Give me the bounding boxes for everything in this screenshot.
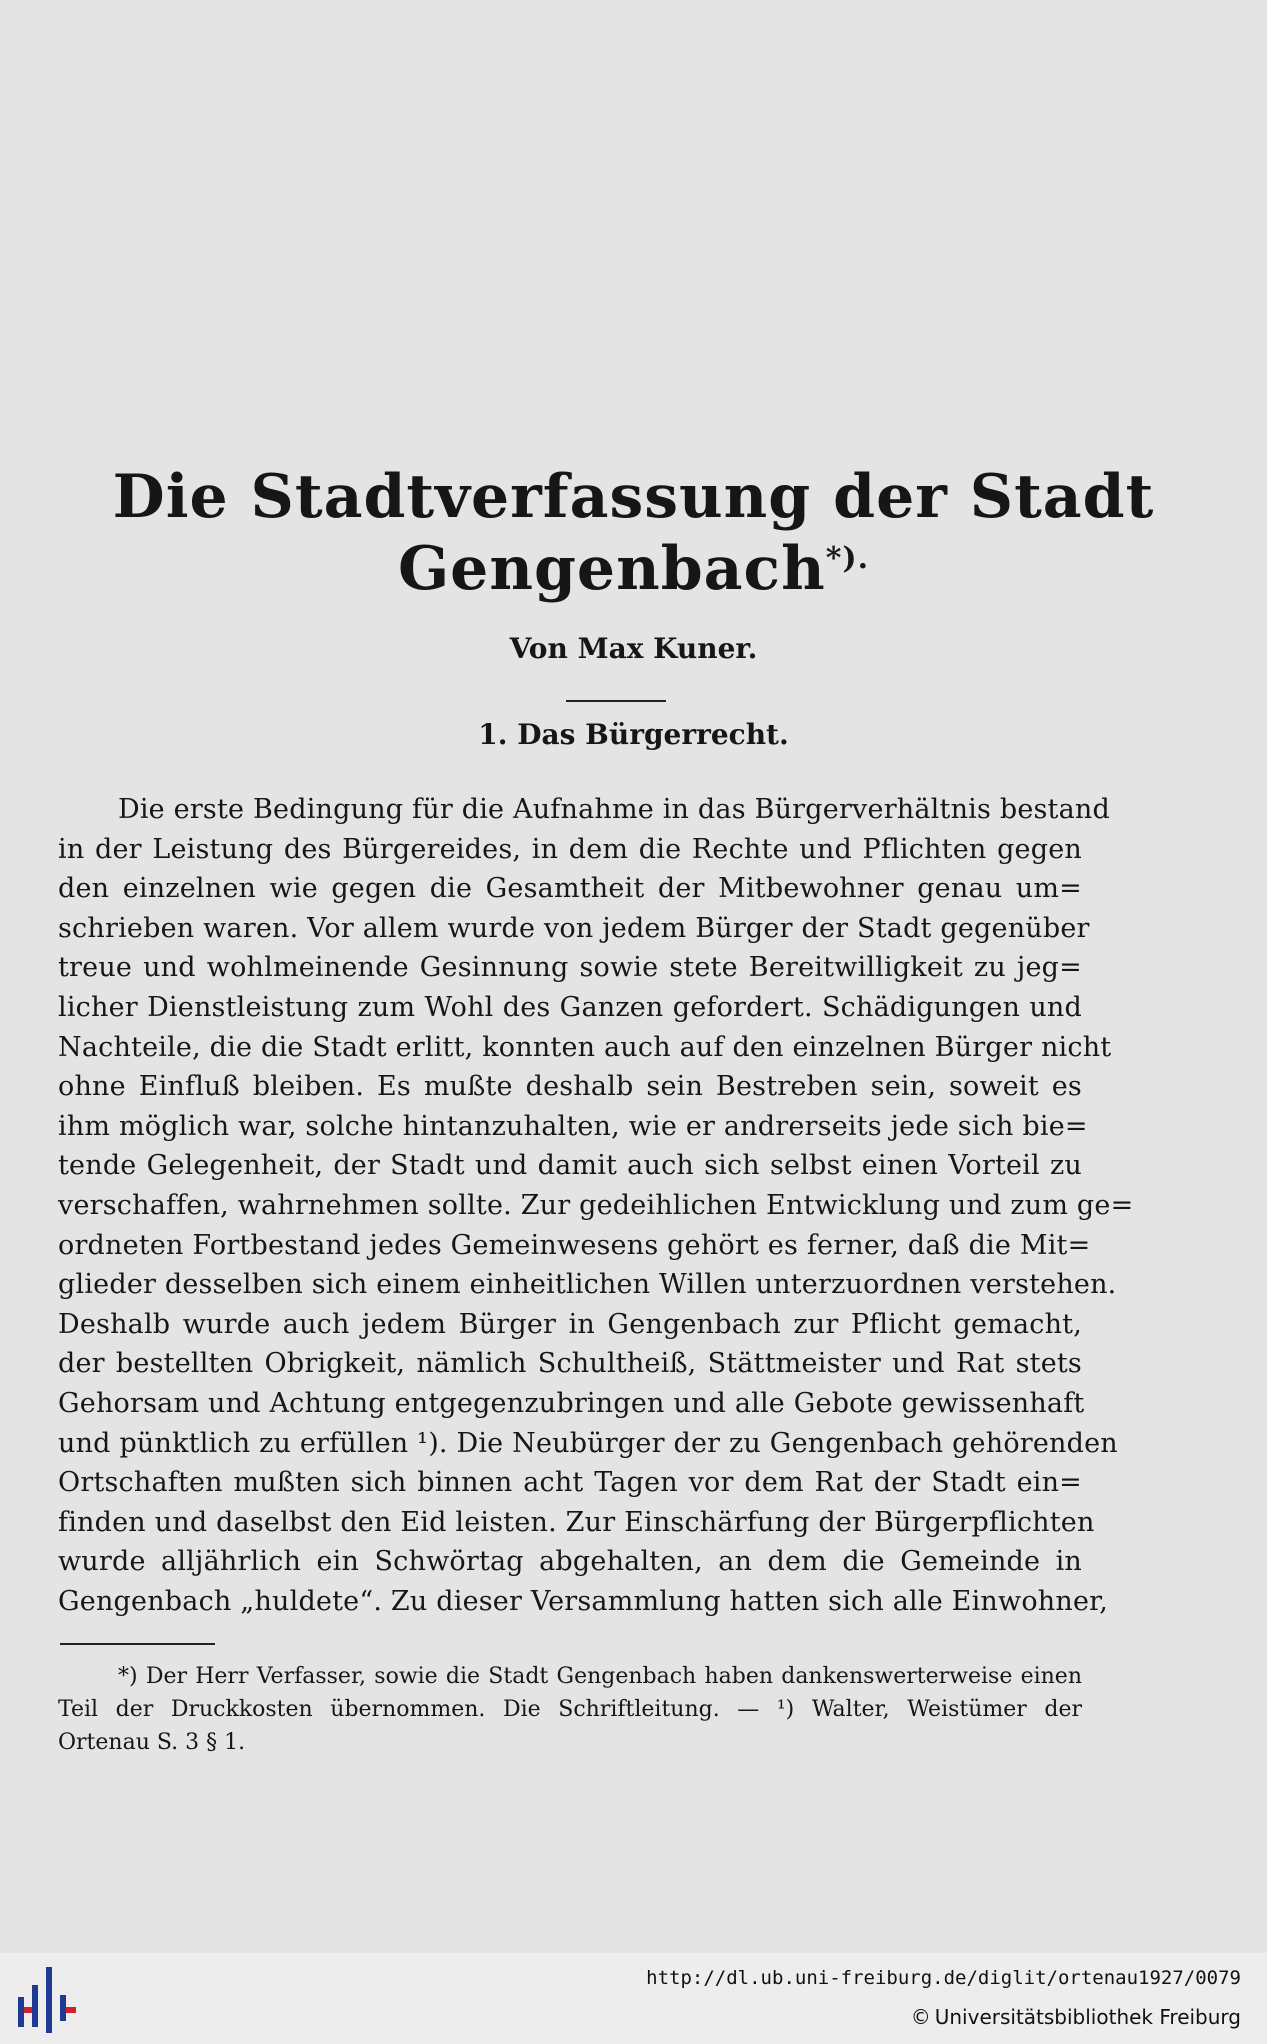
body-line: Die erste Bedingung für die Aufnahme in das Bürgerverhältnis bestand: [118, 794, 1110, 825]
body-line: Ortschaften mußten sich binnen acht Tagen vor dem Rat der Stadt ein=: [58, 1467, 1082, 1499]
footnote-divider: [60, 1643, 215, 1645]
body-line: schrieben waren. Vor allem wurde von jedem Bürger der Stadt gegenüber: [58, 912, 1090, 944]
article-title-line-1: Die Stadtverfassung der Stadt: [112, 462, 1155, 532]
body-line: der bestellten Obrigkeit, nämlich Schultheiß, Stättmeister und Rat stets: [58, 1348, 1082, 1380]
library-footer: [0, 1953, 1267, 2044]
title-footnote-marker: *).: [825, 541, 870, 576]
library-logo-icon: [10, 1959, 80, 2039]
body-line: verschaffen, wahrnehmen sollte. Zur gedeihlichen Entwicklung und zum ge=: [58, 1189, 1134, 1221]
body-line: den einzelnen wie gegen die Gesamtheit der Mitbewohner genau um=: [58, 873, 1082, 905]
body-line: ohne Einfluß bleiben. Es mußte deshalb sein Bestreben sein, soweit es: [58, 1071, 1082, 1103]
footnotes: [58, 1660, 1082, 1759]
body-line: ordneten Fortbestand jedes Gemeinwesens gehört es ferner, daß die Mit=: [58, 1229, 1091, 1261]
body-line: finden und daselbst den Eid leisten. Zur Einschärfung der Bürgerpflichten: [58, 1506, 1095, 1538]
copyright-symbol: ©: [910, 2005, 931, 2029]
copyright-notice: [911, 2005, 1241, 2029]
copyright-holder: Universitätsbibliothek Freiburg: [934, 2005, 1241, 2029]
body-line: wurde alljährlich ein Schwörtag abgehalten, an dem die Gemeinde in: [58, 1546, 1082, 1578]
body-line: licher Dienstleistung zum Wohl des Ganzen gefordert. Schädigungen und: [58, 991, 1082, 1023]
body-line: tende Gelegenheit, der Stadt und damit auch sich selbst einen Vorteil zu: [58, 1150, 1082, 1182]
body-line: ihm möglich war, solche hintanzuhalten, wie er andrerseits jede sich bie=: [58, 1110, 1088, 1142]
source-url[interactable]: http://dl.ub.uni-freiburg.de/diglit/ortenau1927/0079: [646, 1967, 1241, 1989]
body-text: [58, 790, 1134, 1621]
body-line: Deshalb wurde auch jedem Bürger in Gengenbach zur Pflicht gemacht,: [58, 1308, 1082, 1340]
article-title-line-2: [0, 534, 1267, 604]
body-line: Nachteile, die die Stadt erlitt, konnten auch auf den einzelnen Bürger nicht: [58, 1031, 1112, 1063]
body-line: Gehorsam und Achtung entgegenzubringen und alle Gebote gewissenhaft: [58, 1387, 1085, 1419]
section-heading: 1. Das Bürgerrecht.: [478, 718, 789, 751]
body-line: Gengenbach „huldete“. Zu dieser Versammlung hatten sich alle Einwohner,: [58, 1585, 1109, 1617]
body-line: treue und wohlmeinende Gesinnung sowie stete Bereitwilligkeit zu jeg=: [58, 952, 1082, 984]
body-line: und pünktlich zu erfüllen ¹). Die Neubürger der zu Gengenbach gehörenden: [58, 1427, 1118, 1459]
article-title-place: Gengenbach: [397, 534, 826, 604]
title-divider: [566, 700, 666, 702]
footnote-line: Teil der Druckkosten übernommen. Die Schriftleitung. — ¹) Walter, Weistümer der: [58, 1697, 1082, 1722]
body-line: glieder desselben sich einem einheitlichen Willen unterzuordnen verstehen.: [58, 1269, 1117, 1301]
footnote-line: *) Der Herr Verfasser, sowie die Stadt Gengenbach haben dankenswerterweise einen: [118, 1664, 1082, 1689]
footnote-line: Ortenau S. 3 § 1.: [58, 1730, 246, 1755]
author-byline: Von Max Kuner.: [509, 632, 758, 665]
body-line: in der Leistung des Bürgereides, in dem die Rechte und Pflichten gegen: [58, 833, 1082, 865]
